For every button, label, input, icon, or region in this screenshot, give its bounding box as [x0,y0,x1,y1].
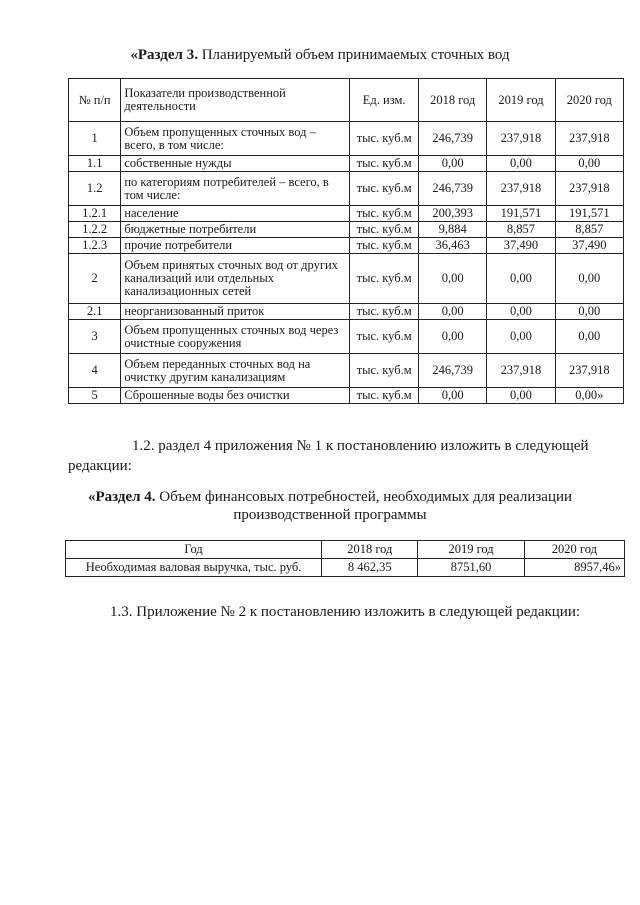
row-unit: тыс. куб.м [350,354,419,388]
row-2019: 0,00 [487,304,555,320]
table-row [69,122,624,156]
row-num: 5 [69,388,121,404]
row-2018: 246,739 [419,122,487,156]
section4-title [0,488,640,524]
table-row [69,156,624,172]
row-2019: 237,918 [487,354,555,388]
table-row [69,304,624,320]
row-unit: тыс. куб.м [350,156,419,172]
table-row [69,354,624,388]
table-row [69,254,624,304]
header-2020: 2020 год [524,541,624,559]
row-name: Объем переданных сточных вод на очистку другим канализациям [121,354,350,388]
row-name: по категориям потребителей – всего, в том числе: [121,172,350,206]
row-2018: 200,393 [419,206,487,222]
paragraph-1-3: 1.3. Приложение № 2 к постановлению изложить в следующей редакции: [110,604,581,620]
row-num: 3 [69,320,121,354]
row-name: бюджетные потребители [121,222,350,238]
row-2019: 237,918 [487,122,555,156]
row-unit: тыс. куб.м [350,388,419,404]
section3-title-bold: «Раздел 3. [130,47,198,63]
row-name: население [121,206,350,222]
paragraph-1-2-line1: 1.2. раздел 4 приложения № 1 к постановлению изложить в следующей [132,438,589,454]
section3-title [0,46,640,64]
row-num: 1.2.1 [69,206,121,222]
row-2019: 0,00 [487,388,555,404]
table-row [69,238,624,254]
paragraph-1-2 [0,436,640,476]
row-name: Объем пропущенных сточных вод – всего, в том числе: [121,122,350,156]
row-2019: 0,00 [487,320,555,354]
row-2018: 0,00 [419,304,487,320]
row-2020: 0,00» [555,388,623,404]
row-2019: 37,490 [487,238,555,254]
row-2018: 9,884 [419,222,487,238]
row-unit: тыс. куб.м [350,206,419,222]
row-num: 1 [69,122,121,156]
paragraph-1-2-line2: редакции: [68,458,132,474]
row-2020: 191,571 [555,206,623,222]
row-2018: 0,00 [419,320,487,354]
section4-table [65,540,625,577]
row-unit: тыс. куб.м [350,304,419,320]
header-2018: 2018 год [322,541,418,559]
row-name: прочие потребители [121,238,350,254]
row-name: Объем принятых сточных вод от других канализаций или отдельных канализационных сетей [121,254,350,304]
header-2019: 2019 год [487,79,555,122]
row-num: 1.2 [69,172,121,206]
row-unit: тыс. куб.м [350,254,419,304]
row-2019: 8,857 [487,222,555,238]
row-num: 2 [69,254,121,304]
row-unit: тыс. куб.м [350,222,419,238]
row-2018: 8 462,35 [322,559,418,577]
row-num: 1.1 [69,156,121,172]
row-2020: 8957,46» [524,559,624,577]
row-2018: 36,463 [419,238,487,254]
section3-title-rest: Планируемый объем принимаемых сточных вод [197,47,510,63]
row-2019: 0,00 [487,254,555,304]
row-2019: 0,00 [487,156,555,172]
table-row [66,559,625,577]
row-unit: тыс. куб.м [350,320,419,354]
section4-title-rest: Объем финансовых потребностей, необходимых для реализации [155,489,573,505]
row-name: неорганизованный приток [121,304,350,320]
header-2018: 2018 год [419,79,487,122]
row-2019: 8751,60 [418,559,524,577]
row-2018: 246,739 [419,172,487,206]
row-name: Сброшенные воды без очистки [121,388,350,404]
header-name: Показатели производственной деятельности [121,79,350,122]
row-unit: тыс. куб.м [350,172,419,206]
table-header-row [69,79,624,122]
header-2019: 2019 год [418,541,524,559]
row-2020: 0,00 [555,320,623,354]
table-row [69,206,624,222]
row-unit: тыс. куб.м [350,238,419,254]
header-num: № п/п [69,79,121,122]
header-2020: 2020 год [555,79,623,122]
row-2018: 0,00 [419,156,487,172]
row-2018: 0,00 [419,388,487,404]
row-2019: 191,571 [487,206,555,222]
section3-table [68,78,624,404]
row-2020: 0,00 [555,304,623,320]
row-2018: 246,739 [419,354,487,388]
row-2020: 0,00 [555,254,623,304]
section4-title-bold: «Раздел 4. [87,489,156,505]
row-2020: 37,490 [555,238,623,254]
header-unit: Ед. изм. [350,79,419,122]
row-2020: 237,918 [555,122,623,156]
header-year: Год [66,541,322,559]
row-2018: 0,00 [419,254,487,304]
row-2020: 237,918 [555,354,623,388]
table-header-row [66,541,625,559]
table-row [69,320,624,354]
row-2020: 237,918 [555,172,623,206]
row-name: Необходимая валовая выручка, тыс. руб. [66,559,322,577]
row-name: Объем пропущенных сточных вод через очистные сооружения [121,320,350,354]
row-name: собственные нужды [121,156,350,172]
row-num: 1.2.2 [69,222,121,238]
row-num: 2.1 [69,304,121,320]
row-2020: 8,857 [555,222,623,238]
row-2020: 0,00 [555,156,623,172]
table-row [69,222,624,238]
row-2019: 237,918 [487,172,555,206]
row-num: 4 [69,354,121,388]
row-num: 1.2.3 [69,238,121,254]
section4-title-line2: производственной программы [233,507,427,523]
row-unit: тыс. куб.м [350,122,419,156]
table-row [69,172,624,206]
table-row [69,388,624,404]
